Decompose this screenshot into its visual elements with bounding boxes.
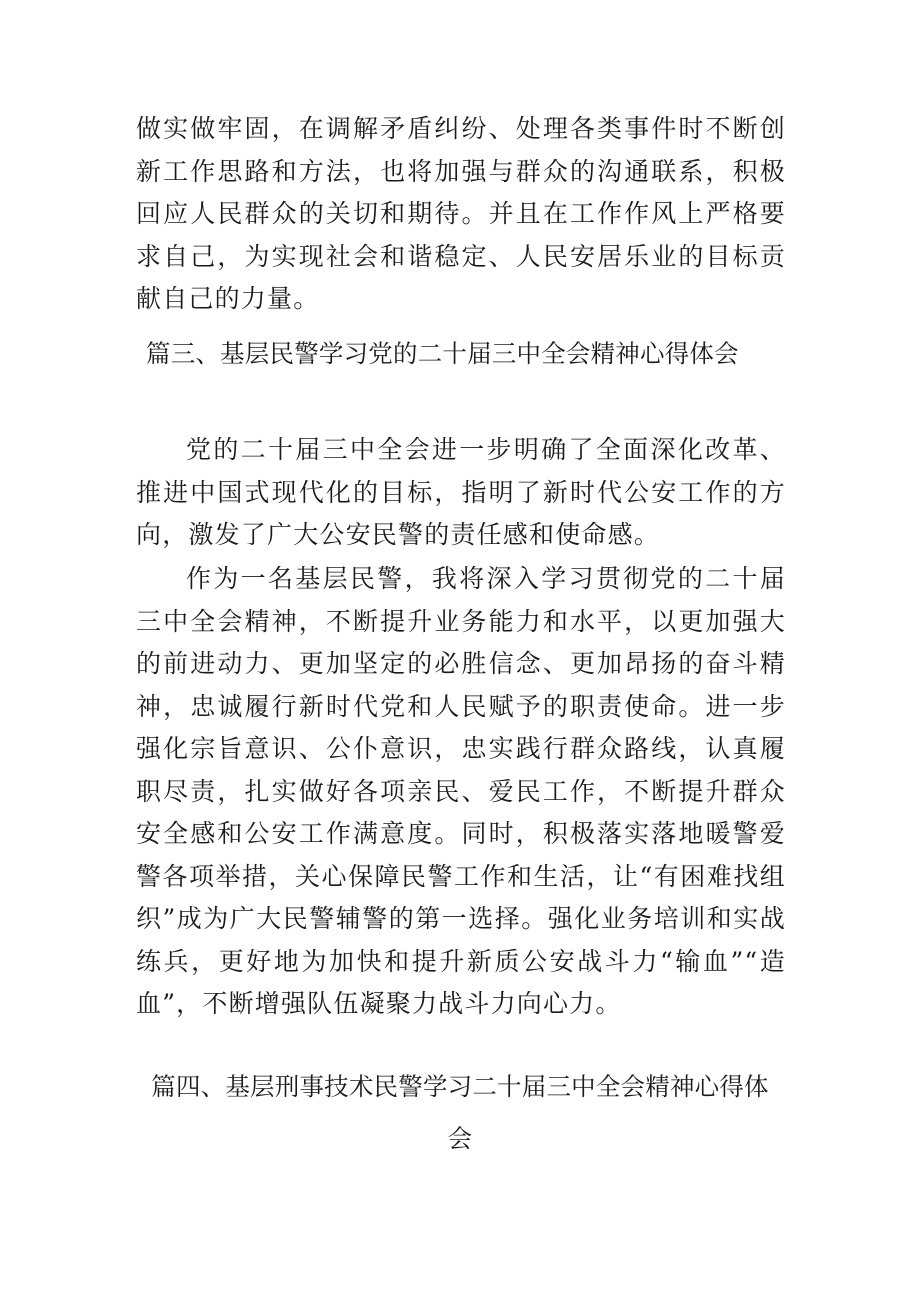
section4-heading: 篇四、基层刑事技术民警学习二十届三中全会精神心得体会 xyxy=(151,1072,769,1153)
section3-paragraph-1: 党的二十届三中全会进一步明确了全面深化改革、推进中国式现代化的目标，指明了新时代公安工作的方向，激发了广大公安民警的责任感和使命感。 xyxy=(136,435,786,549)
continued-paragraph: 做实做牢固，在调解矛盾纠纷、处理各类事件时不断创新工作思路和方法，也将加强与群众的沟通联系，积极回应人民群众的关切和期待。并且在工作作风上严格要求自己，为实现社会和谐稳定、人民安居乐业的目标贡献自己的力量。 xyxy=(136,114,786,313)
section3-paragraph-2: 作为一名基层民警，我将深入学习贯彻党的二十届三中全会精神，不断提升业务能力和水平，以更加强大的前进动力、更加坚定的必胜信念、更加昂扬的奋斗精神，忠诚履行新时代党和人民赋予的职责使命。进一步强化宗旨意识、公仆意识，忠实践行群众路线，认真履职尽责，扎实做好各项亲民、爱民工作，不断提升群众安全感和公安工作满意度。同时，积极落实落地暖警爱警各项举措，关心保障民警工作和生活，让“有困难找组织”成为广大民警辅警的第一选择。强化业务培训和实战练兵，更好地为加快和提升新质公安战斗力“输血”“造血”，不断增强队伍凝聚力战斗力向心力。 xyxy=(136,564,786,1018)
section3-heading: 篇三、基层民警学习党的二十届三中全会精神心得体会 xyxy=(146,339,739,368)
